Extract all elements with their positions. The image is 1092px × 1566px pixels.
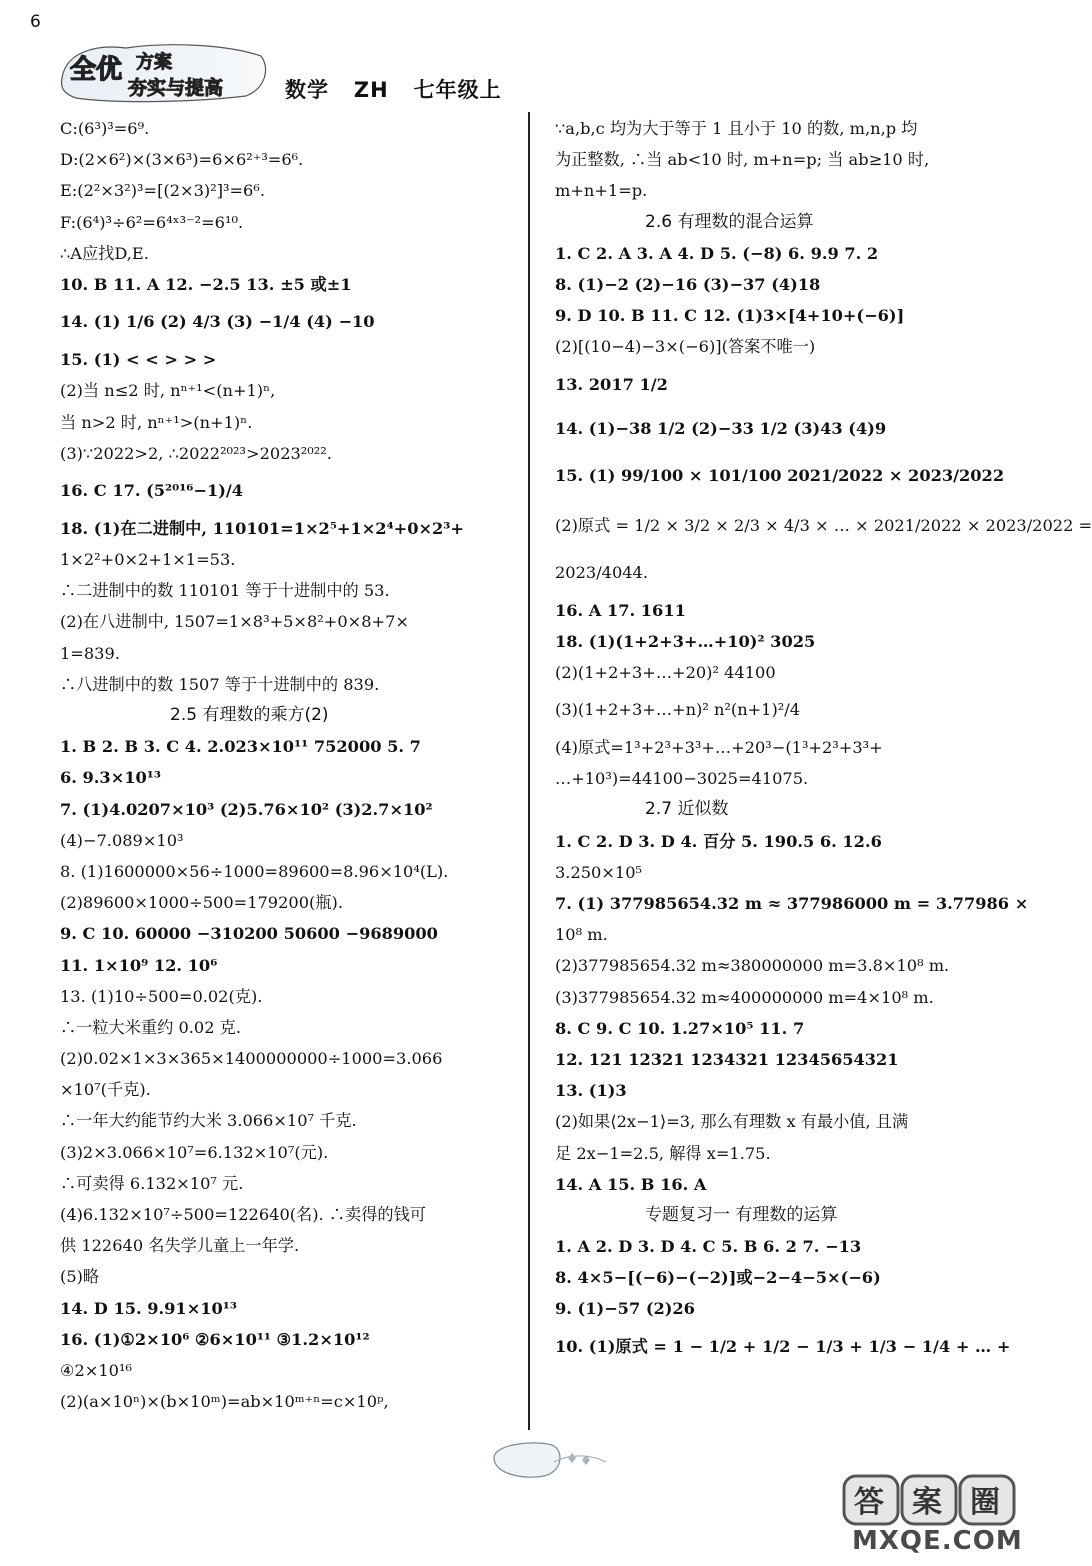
answer-line: (5)略	[60, 1267, 100, 1287]
answer-line: 10⁸ m.	[555, 925, 608, 945]
answer-line: m+n+1=p.	[555, 181, 648, 201]
answer-line: 10. B 11. A 12. −2.5 13. ±5 或±1	[60, 274, 352, 294]
answer-line: 当 n>2 时, nⁿ⁺¹>(n+1)ⁿ.	[60, 412, 253, 432]
answer-line: 14. (1)−38 1/2 (2)−33 1/2 (3)43 (4)9	[555, 418, 887, 438]
answer-line: 8. C 9. C 10. 1.27×10⁵ 11. 7	[555, 1018, 805, 1038]
answer-line: ④2×10¹⁶	[60, 1360, 132, 1380]
page-number-ornament	[484, 1432, 614, 1484]
svg-text:夯实与提高: 夯实与提高	[128, 77, 224, 99]
answer-line: 14. (1) 1/6 (2) 4/3 (3) −1/4 (4) −10	[60, 312, 375, 332]
answer-line: (2)在八进制中, 1507=1×8³+5×8²+0×8+7×	[60, 612, 409, 632]
answer-line: (3)377985654.32 m≈400000000 m=4×10⁸ m.	[555, 987, 934, 1007]
answer-line: ∴八进制中的数 1507 等于十进制中的 839.	[60, 674, 380, 694]
left-column	[60, 113, 520, 1417]
answer-line: 1. A 2. D 3. D 4. C 5. B 6. 2 7. −13	[555, 1237, 862, 1257]
answer-line: 7. (1)4.0207×10³ (2)5.76×10² (3)2.7×10²	[60, 799, 433, 819]
svg-text:方案: 方案	[136, 52, 172, 73]
answer-line: 14. A 15. B 16. A	[555, 1174, 707, 1194]
page-number: 6	[30, 12, 41, 32]
svg-text:答: 答	[854, 1485, 884, 1520]
answer-line: 10. (1)原式 = 1 − 1/2 + 1/2 − 1/3 + 1/3 − 1/4 + … +	[555, 1336, 1011, 1356]
answer-line: …+10³)=44100−3025=41075.	[555, 769, 809, 789]
answer-line: ∴一年大约能节约大米 3.066×10⁷ 千克.	[60, 1111, 357, 1131]
answer-line: 15. (1) 99/100 × 101/100 2021/2022 × 2023/2022	[555, 465, 1005, 485]
answer-line: 8. 4×5−[(−6)−(−2)]或−2−4−5×(−6)	[555, 1268, 881, 1288]
svg-text:案: 案	[912, 1485, 942, 1520]
answer-line: 1×2²+0×2+1×1=53.	[60, 550, 236, 570]
answer-line: 1. B 2. B 3. C 4. 2.023×10¹¹ 752000 5. 7	[60, 737, 421, 757]
answer-line: ∵a,b,c 均为大于等于 1 且小于 10 的数, m,n,p 均	[555, 119, 918, 138]
section-heading: 2.6 有理数的混合运算	[645, 211, 814, 232]
answer-line: 9. C 10. 60000 −310200 50600 −9689000	[60, 924, 438, 944]
column-divider	[528, 112, 530, 1430]
answer-line: 9. (1)−57 (2)26	[555, 1299, 695, 1319]
answer-line: (2)0.02×1×3×365×1400000000÷1000=3.066	[60, 1049, 443, 1069]
answer-line: 7. (1) 377985654.32 m ≈ 377986000 m = 3.77986 ×	[555, 894, 1029, 913]
answer-line: 为正整数, ∴当 ab<10 时, m+n=p; 当 ab≥10 时,	[555, 150, 930, 170]
answer-line: ∴可卖得 6.132×10⁷ 元.	[60, 1173, 244, 1193]
watermark-text: MXQE.COM	[852, 1526, 1023, 1556]
answer-line: 8. (1)−2 (2)−16 (3)−37 (4)18	[555, 274, 821, 294]
answer-line: 6. 9.3×10¹³	[60, 768, 161, 788]
answer-line: 16. (1)①2×10⁶ ②6×10¹¹ ③1.2×10¹²	[60, 1329, 370, 1349]
answer-line: 1. C 2. A 3. A 4. D 5. (−8) 6. 9.9 7. 2	[555, 243, 879, 263]
answer-line: E:(2²×3²)³=[(2×3)²]³=6⁶.	[60, 181, 265, 201]
answer-line: 3.250×10⁵	[555, 862, 642, 882]
answer-line: 2023/4044.	[555, 562, 648, 582]
answer-line: 12. 121 12321 1234321 12345654321	[555, 1049, 899, 1069]
answer-line: (2)(1+2+3+…+20)² 44100	[555, 662, 776, 682]
answer-line: 16. C 17. (5²⁰¹⁶−1)/4	[60, 480, 244, 500]
brand-logo	[56, 38, 274, 104]
answer-line: 9. D 10. B 11. C 12. (1)3×[4+10+(−6)]	[555, 306, 905, 326]
answer-line: (3)∵2022>2, ∴2022²⁰²³>2023²⁰²².	[60, 443, 332, 463]
svg-text:圈: 圈	[970, 1485, 1000, 1520]
answer-line: 供 122640 名失学儿童上一年学.	[60, 1236, 300, 1256]
answer-line: F:(6⁴)³÷6²=6⁴ˣ³⁻²=6¹⁰.	[60, 212, 244, 232]
book-title: 数学 ZH 七年级上	[285, 78, 502, 102]
answer-line: D:(2×6²)×(3×6³)=6×6²⁺³=6⁶.	[60, 150, 304, 170]
answer-line: (4)6.132×10⁷÷500=122640(名). ∴卖得的钱可	[60, 1205, 426, 1224]
answer-line: 13. (1)3	[555, 1081, 627, 1101]
answer-line: (2)89600×1000÷500=179200(瓶).	[60, 893, 343, 913]
answer-line: ∴二进制中的数 110101 等于十进制中的 53.	[60, 581, 390, 601]
answer-line: 足 2x−1=2.5, 解得 x=1.75.	[555, 1143, 771, 1163]
answer-line: (2)原式 = 1/2 × 3/2 × 2/3 × 4/3 × … × 2021/2022 × 2023/2022 =	[555, 515, 1092, 535]
answer-line: 13. (1)10÷500=0.02(克).	[60, 986, 263, 1006]
answer-line: 13. 2017 1/2	[555, 374, 668, 394]
answer-line: (2)如果⟨2x−1⟩=3, 那么有理数 x 有最小值, 且满	[555, 1112, 909, 1132]
answer-line: 18. (1)在二进制中, 110101=1×2⁵+1×2⁴+0×2³+	[60, 518, 464, 538]
svg-text:全优: 全优	[70, 55, 123, 85]
answer-line: ∴一粒大米重约 0.02 克.	[60, 1017, 241, 1037]
answer-line: 18. (1)(1+2+3+…+10)² 3025	[555, 631, 816, 651]
answer-line: C:(6³)³=6⁹.	[60, 119, 150, 138]
answer-line: ×10⁷(千克).	[60, 1080, 151, 1100]
answer-line: 1=839.	[60, 643, 120, 663]
answer-line: (2)当 n≤2 时, nⁿ⁺¹<(n+1)ⁿ,	[60, 381, 276, 401]
answer-line: (4)原式=1³+2³+3³+…+20³−(1³+2³+3³+	[555, 738, 883, 758]
answer-line: (2)377985654.32 m≈380000000 m=3.8×10⁸ m.	[555, 956, 950, 976]
section-heading: 2.7 近似数	[645, 799, 729, 820]
right-column	[555, 113, 1092, 1369]
section-heading: 2.5 有理数的乘方(2)	[170, 705, 329, 725]
answer-line: ∴A应找D,E.	[60, 243, 149, 263]
answer-line: (2)(a×10ⁿ)×(b×10ᵐ)=ab×10ᵐ⁺ⁿ=c×10ᵖ,	[60, 1392, 389, 1412]
answer-line: 11. 1×10⁹ 12. 10⁶	[60, 955, 218, 975]
answer-line: 8. (1)1600000×56÷1000=89600=8.96×10⁴(L).	[60, 861, 449, 881]
answer-line: (3)2×3.066×10⁷=6.132×10⁷(元).	[60, 1142, 329, 1162]
answer-line: 15. (1) < < > > >	[60, 350, 217, 370]
answer-line: (4)−7.089×10³	[60, 830, 184, 850]
section-heading: 专题复习一 有理数的运算	[645, 1204, 838, 1225]
answer-line: (3)(1+2+3+…+n)² n²(n+1)²/4	[555, 700, 801, 720]
answer-line: 14. D 15. 9.91×10¹³	[60, 1298, 237, 1318]
answer-line: 1. C 2. D 3. D 4. 百分 5. 190.5 6. 12.6	[555, 831, 882, 851]
answer-line: (2)[(10−4)−3×(−6)](答案不唯一)	[555, 337, 816, 357]
answer-line: 16. A 17. 1611	[555, 600, 686, 620]
